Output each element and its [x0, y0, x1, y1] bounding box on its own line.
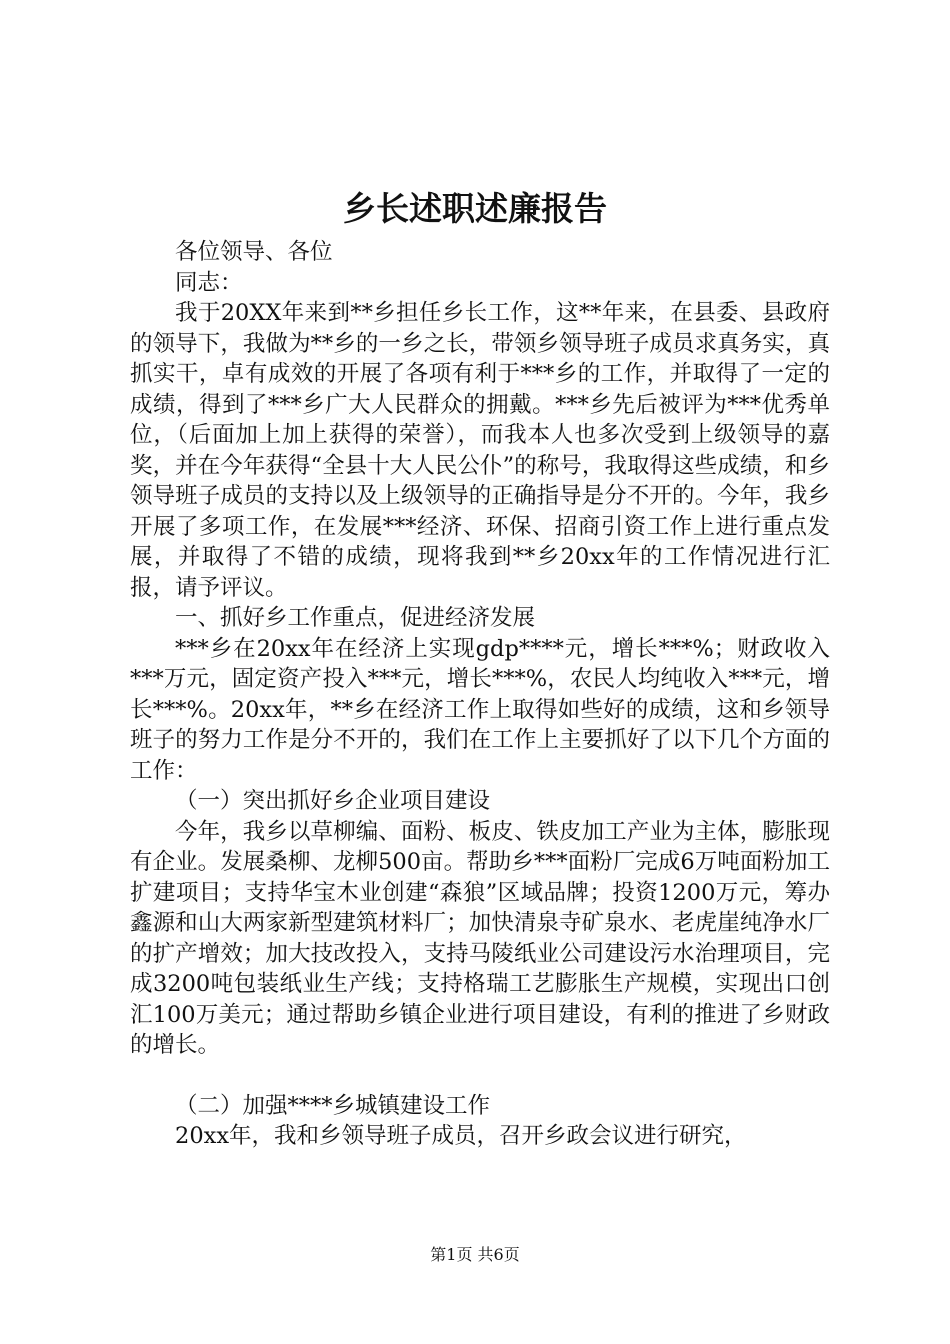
paragraph-economy: ***乡在20xx年在经济上实现gdp****元，增长***%；财政收入***万元，固定资产投入***元，增长***%，农民人均纯收入***元，增长***%。20xx年，**乡在经济工作上取得如些好的成绩，这和乡领导班子的努力工作是分不开的，我们在工作上主要抓好了以下几个方面的工作： — [130, 635, 830, 784]
document-title: 乡长述职述廉报告 — [343, 189, 607, 228]
salutation-line-2: 同志： — [175, 269, 243, 296]
document-body — [130, 237, 830, 1152]
subsection-heading-1: （一）突出抓好乡企业项目建设 — [175, 788, 491, 814]
blank-line — [130, 1061, 830, 1091]
page-footer: 第1页 共6页 — [430, 1245, 520, 1264]
section-heading-1: 一、抓好乡工作重点，促进经济发展 — [175, 605, 536, 631]
subsection-heading-2: （二）加强****乡城镇建设工作 — [175, 1092, 491, 1119]
paragraph-enterprise: 今年，我乡以草柳编、面粉、板皮、铁皮加工产业为主体，膨胀现有企业。发展桑柳、龙柳500亩。帮助乡***面粉厂完成6万吨面粉加工扩建项目；支持华宝木业创建“森狼”区域品牌；投资1200万元，筹办鑫源和山大两家新型建筑材料厂；加快清泉寺矿泉水、老虎崖纯净水厂的扩产增效；加大技改投入，支持马陵纸业公司建设污水治理项目，完成3200吨包装纸业生产线；支持格瑞工艺膨胀生产规模，实现出口创汇100万美元；通过帮助乡镇企业进行项目建设，有利的推进了乡财政的增长。 — [130, 818, 830, 1058]
paragraph-town-construction: 20xx年，我和乡领导班子成员，召开乡政会议进行研究， — [175, 1123, 747, 1149]
salutation-line-1: 各位领导、各位 — [175, 239, 333, 265]
paragraph-intro: 我于20XX年来到**乡担任乡长工作，这**年来，在县委、县政府的领导下，我做为**乡的一乡之长，带领乡领导班子成员求真务实，真抓实干，卓有成效的开展了各项有利于***乡的工作，并取得了一定的成绩，得到了***乡广大人民群众的拥戴。***乡先后被评为***优秀单位，（后面加上加上获得的荣誉），而我本人也多次受到上级领导的嘉奖，并在今年获得“全县十大人民公仆”的称号，我取得这些成绩，和乡领导班子成员的支持以及上级领导的正确指导是分不开的。今年，我乡开展了多项工作，在发展***经济、环保、招商引资工作上进行重点发展，并取得了不错的成绩，现将我到**乡20xx年的工作情况进行汇报，请予评议。 — [130, 300, 830, 601]
